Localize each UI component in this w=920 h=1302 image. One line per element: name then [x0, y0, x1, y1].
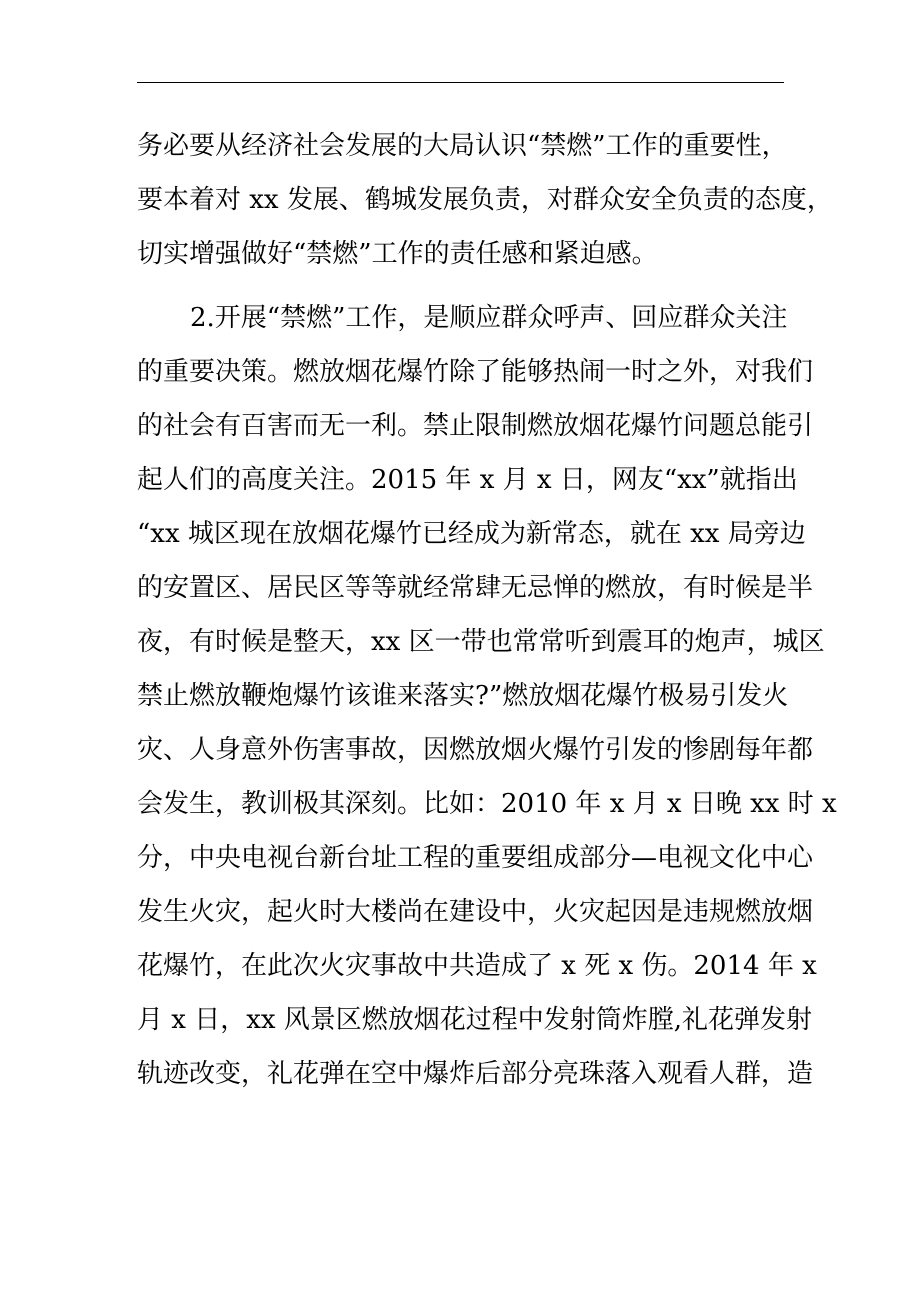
text-line: 的重要决策。燃放烟花爆竹除了能够热闹一时之外，对我们 [137, 357, 814, 387]
text-line: 分，中央电视台新台址工程的重要组成部分—电视文化中心 [137, 843, 814, 873]
text-line: 灾、人身意外伤害事故，因燃放烟火爆竹引发的惨剧每年都 [137, 735, 814, 765]
text-line: 切实增强做好“禁燃”工作的责任感和紧迫感。 [137, 239, 658, 269]
paragraph-2 [137, 291, 837, 1101]
paragraph-1 [137, 119, 833, 281]
text-line: 会发生，教训极其深刻。比如：2010 年 x 月 x 日晚 xx 时 x [137, 789, 837, 819]
text-line: 2.开展“禁燃”工作，是顺应群众呼声、回应群众关注 [190, 303, 788, 333]
text-line: 要本着对 xx 发展、鹤城发展负责，对群众安全负责的态度， [137, 185, 833, 215]
body-text [137, 119, 837, 1101]
text-line: 起人们的高度关注。2015 年 x 月 x 日，网友“xx”就指出 [137, 465, 798, 495]
text-line: 轨迹改变，礼花弹在空中爆炸后部分亮珠落入观看人群，造 [137, 1059, 814, 1089]
text-line: 的社会有百害而无一利。禁止限制燃放烟花爆竹问题总能引 [137, 411, 814, 441]
text-line: 月 x 日，xx 风景区燃放烟花过程中发射筒炸膛,礼花弹发射 [137, 1005, 813, 1035]
text-line: 务必要从经济社会发展的大局认识“禁燃”工作的重要性， [137, 131, 788, 161]
paragraph-gap [137, 281, 784, 291]
text-line: 的安置区、居民区等等就经常肆无忌惮的燃放，有时候是半 [137, 573, 814, 603]
text-line: 花爆竹，在此次火灾事故中共造成了 x 死 x 伤。2014 年 x [137, 951, 817, 981]
text-line: 禁止燃放鞭炮爆竹该谁来落实?”燃放烟花爆竹极易引发火 [137, 681, 789, 711]
text-line: “xx 城区现在放烟花爆竹已经成为新常态，就在 xx 局旁边 [137, 519, 806, 549]
text-line: 夜，有时候是整天，xx 区一带也常常听到震耳的炮声，城区 [137, 627, 825, 657]
text-line: 发生火灾，起火时大楼尚在建设中，火灾起因是违规燃放烟 [137, 897, 814, 927]
header-rule [137, 82, 784, 83]
